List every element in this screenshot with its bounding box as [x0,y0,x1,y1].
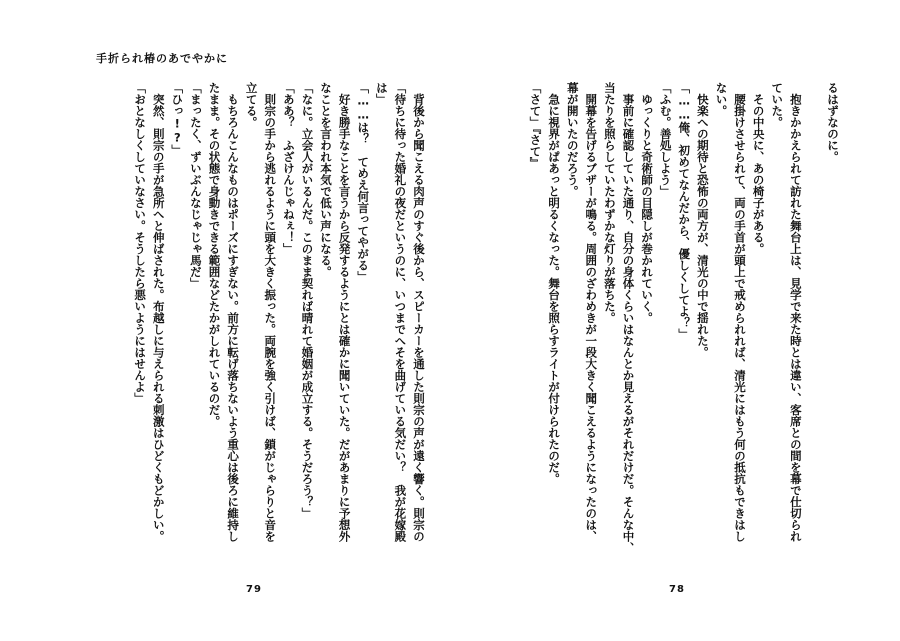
body-line: その中央に、あの椅子がある。 [751,82,766,255]
body-line: 好き勝手なことを言うから反発するようにとは確かに聞いていた。だがあまりに予想外 [337,82,352,542]
body-line: 当たりを照らしていたわずかな灯りが落ちた。 [602,82,617,324]
body-line: 「ふむ。善処しよう」 [658,82,673,197]
page-number-right: 78 [669,584,685,595]
body-line: は」 [374,82,389,105]
right-page [522,82,842,582]
body-line: 突然、則宗の手が急所へと伸ばされた。布越しに与えられる刺激はひどくもどかしい。 [151,82,166,542]
body-line: 立てる。 [244,82,259,128]
body-line: るはずなのに。 [826,82,840,163]
body-line: 「ああ？ ふざけんじゃねぇ！」 [281,82,296,255]
body-line: 「さて」『さて』 [528,82,543,169]
page-number-left: 79 [246,584,262,595]
body-line: ない。 [714,82,729,117]
body-line: ていた。 [770,82,785,128]
left-page-body [92,82,428,582]
body-line: 「おとなしくしていなさい。そうしたら悪いようにはせんよ」 [133,82,148,404]
blank-line [805,82,824,582]
body-line: なことを言われ本気で低い声になる。 [319,82,334,278]
body-line: 「待ちに待った婚礼の夜だというのに、いつまでへそを曲げている気だい？ 我が花嫁殿 [393,82,408,542]
running-header: 手折られ椿のあでやかに [96,52,228,65]
body-line: 則宗の手から逃れるように頭を大きく振った。両腕を強く引けば、鎖がじゃらりと音を [263,82,278,542]
body-line: 事前に確認していた通り、自分の身体くらいはなんとか見えるがそれだけだ。そんな中、 [621,82,636,554]
body-line: 「……俺、初めてなんだから、優しくしてよ？」 [677,82,692,340]
body-line: たまま。その状態で身動きできる範囲などたかがしれているのだ。 [207,82,222,427]
right-page-body [522,82,842,582]
body-line: 「まったく、ずいぶんなじゃじゃ馬だ」 [188,82,203,289]
body-line: 快楽への期待と恐怖の両方が、清光の中で揺れた。 [695,82,710,358]
left-page [92,82,428,582]
body-line: 開幕を告げるブザーが鳴る。周囲のざわめきが一段大きく聞こえるようになったのは、 [584,82,599,542]
body-line: 「……は？ てめえ何言ってやがる」 [356,82,371,283]
body-line: 「ひっ!?」 [170,82,185,156]
body-line: ゆっくりと奇術師の目隠しが巻かれていく。 [640,82,655,324]
body-line: 腰掛けさせられて、両の手首が頭上で戒められれば、清光にはもう何の抵抗もできはし [733,82,748,542]
body-line: 幕が開いたのだろう。 [565,82,580,197]
body-line: 「なに。立会人がいるんだ。このまま契れば晴れて婚姻が成立する。そうだろう？」 [300,82,315,519]
body-line: 抱きかかえられて訪れた舞台上は、見学で来た時とは違い、客席との間を幕で仕切られ [788,82,803,542]
body-line: 背後から聞こえる肉声のすぐ後から、スピーカーを通した則宗の声が遠く響く。則宗の [412,82,426,542]
body-line: 急に視界がぱあっと明るくなった。舞台を照らすライトが付けられたのだ。 [547,82,562,485]
body-line: もちろんこんなものはポーズにすぎない。前方に転げ落ちないよう重心は後ろに維持し [226,82,241,542]
